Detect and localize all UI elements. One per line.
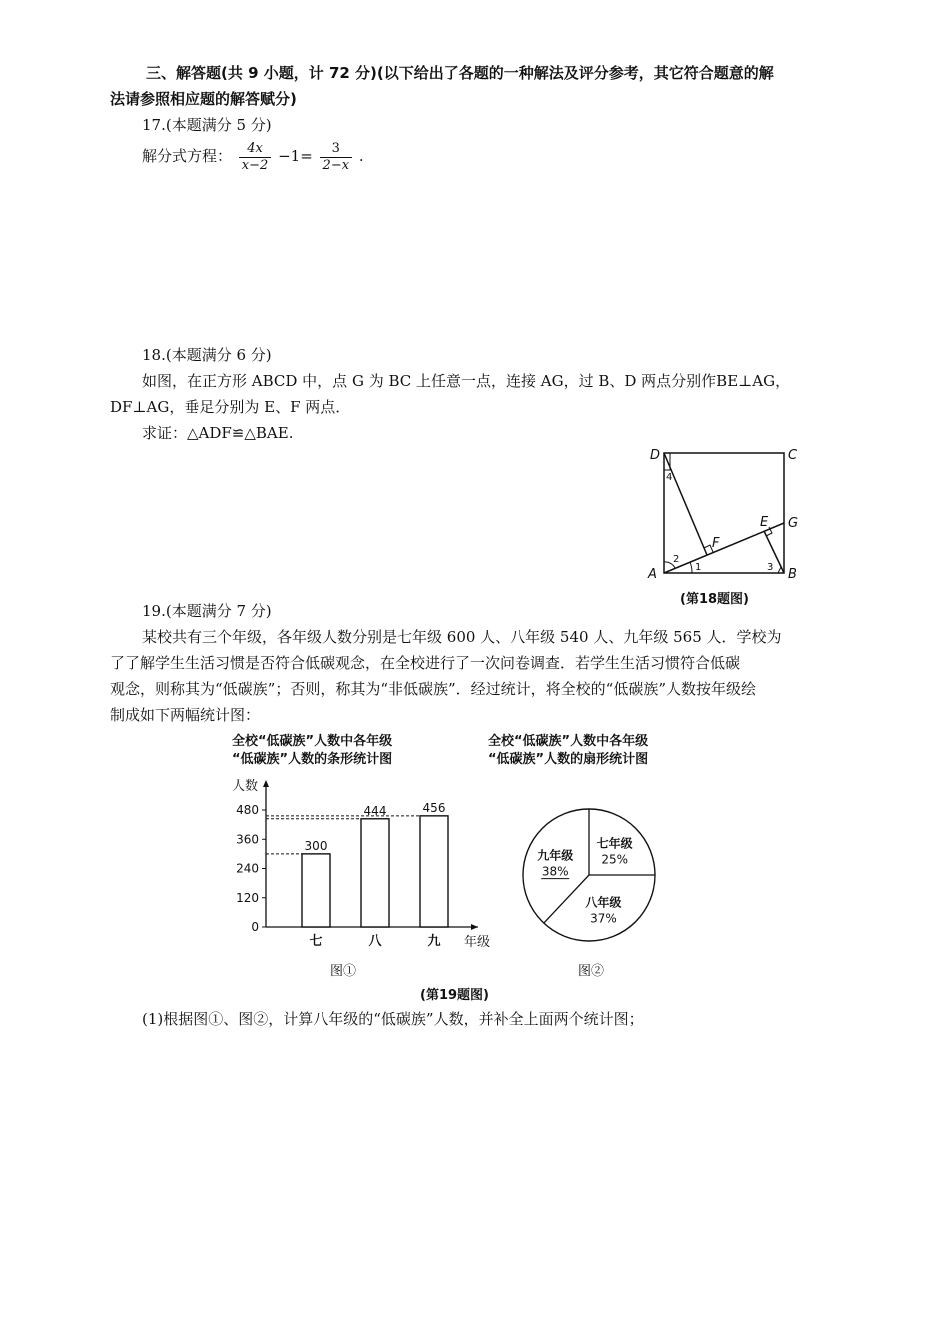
q17-fraction-2 — [320, 141, 353, 174]
angle-1-arc — [690, 562, 692, 573]
bar-value-label: 300 — [304, 838, 328, 853]
pie-slice-label: 七年级 — [596, 836, 633, 851]
angle-1-label: 1 — [695, 562, 702, 573]
bar-y-tick-label: 240 — [236, 861, 259, 876]
bar-category-label: 七 — [309, 934, 323, 949]
q19-line4: 制成如下两幅统计图： — [110, 706, 261, 724]
angle-4-label: 4 — [666, 472, 673, 483]
segment-ag — [664, 523, 784, 573]
section-header-line1: 三、解答题(共 9 小题，计 72 分)(以下给出了各题的一种解法及评分参考，其它符合题意的解 — [146, 64, 774, 82]
pie-slice-percent: 25% — [601, 852, 629, 867]
label-f: F — [712, 536, 720, 551]
fig1-label: 图① — [330, 964, 357, 979]
label-b: B — [788, 567, 797, 582]
q19-caption: (第19题图) — [420, 988, 489, 1003]
angle-3-label: 3 — [767, 562, 774, 573]
bar-y-tick-label: 480 — [236, 803, 259, 817]
label-g: G — [788, 516, 799, 531]
q17-frac2-num: 3 — [320, 141, 353, 158]
q18-number: 18.(本题满分 6 分) — [142, 346, 272, 364]
bar-y-tick-label: 120 — [236, 890, 259, 905]
q19-line2: 了了解学生生活习惯是否符合低碳观念，在全校进行了一次问卷调查．若学生生活习惯符合低碳 — [110, 654, 741, 672]
bar-category-label: 八 — [368, 934, 382, 949]
bar-value-label: 444 — [363, 803, 387, 818]
bar — [302, 854, 330, 927]
angle-3-arc — [778, 567, 781, 573]
bar-value-label: 456 — [422, 800, 446, 815]
bar-y-tick-label: 0 — [251, 920, 259, 934]
label-c: C — [788, 448, 798, 463]
q17-equation — [142, 140, 364, 174]
q19-line3: 观念，则称其为“低碳族”；否则，称其为“非低碳族”．经过统计，将全校的“低碳族”人数按年级绘 — [110, 680, 757, 698]
q17-frac1-num: 4x — [239, 141, 272, 158]
angle-2-label: 2 — [673, 554, 680, 565]
pie-slice-percent: 37% — [590, 911, 617, 926]
pie-slice-label: 八年级 — [585, 895, 622, 910]
q17-frac1-den: x−2 — [241, 157, 269, 173]
label-d: D — [650, 448, 661, 463]
bar-y-axis-arrow — [263, 780, 269, 787]
q18-line1: 如图，在正方形 ABCD 中，点 G 为 BC 上任意一点，连接 AG，过 B、D 两点分别作BE⊥AG， — [142, 372, 791, 390]
square-abcd — [664, 453, 784, 573]
section-header-line2: 法请参照相应题的解答赋分) — [110, 90, 297, 108]
q19-number: 19.(本题满分 7 分) — [142, 602, 272, 620]
pie-chart-title-1: 全校“低碳族”人数中各年级 — [488, 734, 649, 749]
q19-line1: 某校共有三个年级，各年级人数分别是七年级 600 人、八年级 540 人、九年级 565 人．学校为 — [142, 628, 782, 646]
fig2-label: 图② — [578, 964, 605, 979]
pie-chart-title-2: “低碳族”人数的扇形统计图 — [488, 752, 649, 767]
q17-frac2-den: 2−x — [322, 157, 350, 173]
q18-line2: DF⊥AG，垂足分别为 E、F 两点． — [110, 398, 351, 416]
bar-chart — [218, 772, 508, 972]
q18-caption: (第18题图) — [680, 592, 749, 607]
q17-prompt: 解分式方程： — [142, 147, 233, 165]
q17-middle: −1= — [278, 147, 313, 165]
pie-slice-percent: 38% — [541, 864, 569, 879]
pie-chart — [514, 800, 664, 950]
label-e: E — [760, 515, 769, 530]
bar-y-label: 人数 — [232, 779, 259, 794]
q17-end: . — [358, 147, 364, 165]
bar-x-axis-arrow — [471, 924, 478, 930]
bar-chart-title-2: “低碳族”人数的条形统计图 — [232, 752, 393, 767]
pie-slice-label: 九年级 — [537, 848, 574, 863]
bar — [420, 816, 448, 927]
bar-category-label: 九 — [427, 934, 441, 949]
bar — [361, 819, 389, 927]
q19-sub1: (1)根据图①、图②，计算八年级的“低碳族”人数，并补全上面两个统计图； — [142, 1010, 644, 1028]
q17-number: 17.(本题满分 5 分) — [142, 116, 272, 134]
bar-chart-title-1: 全校“低碳族”人数中各年级 — [232, 734, 393, 749]
bar-x-label: 年级 — [464, 935, 491, 950]
q17-fraction-1 — [239, 141, 272, 174]
q18-line3: 求证：△ADF≌△BAE. — [142, 424, 294, 442]
bar-y-tick-label: 360 — [236, 832, 259, 847]
label-a: A — [648, 567, 657, 582]
